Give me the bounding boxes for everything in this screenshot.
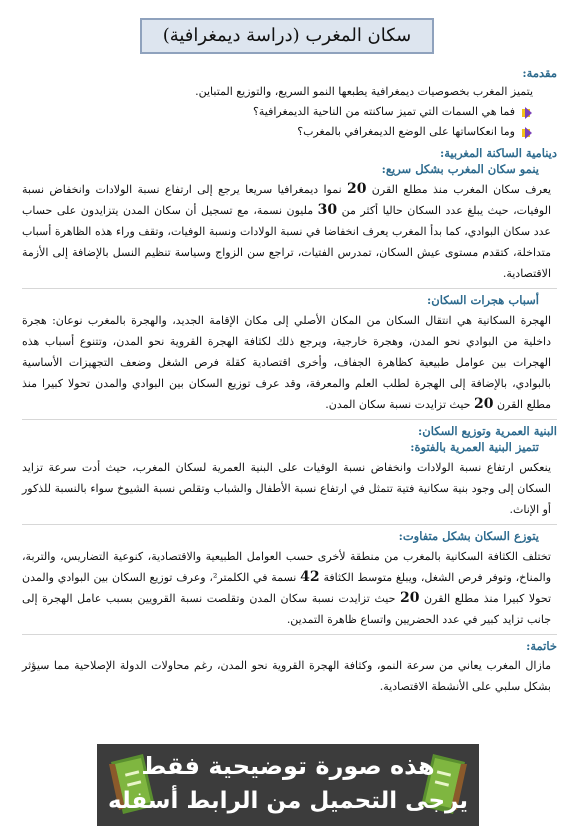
- question-2-text: وما انعكاساتها على الوضع الديمغرافي بالمغرب؟: [297, 125, 515, 138]
- distribution-text-b: نسمة في الكلمتر²، وعرف توزيع السكان بين البوادي والمدن تحولا كبيرا منذ مطلع القرن: [22, 571, 552, 605]
- divider: [22, 524, 557, 525]
- growth-num-20: 20: [346, 181, 367, 197]
- intro-heading: مقدمة:: [522, 66, 557, 80]
- dynamics-heading: دينامية الساكنة المغربية:: [440, 146, 557, 160]
- migration-heading: أسباب هجرات السكان:: [427, 293, 539, 307]
- divider: [22, 634, 557, 635]
- banner-line-1: هذه صورة توضيحية فقط: [141, 752, 435, 780]
- migration-text-a: الهجرة السكانية هي انتقال السكان من المكان الأصلي إلى مكان الإقامة الجديد، والهجرة بالمغرب نوعان: هجرة داخلية من البوادي نحو المدن، وهجرة خارجية، ويرجع ذلك لكثافة الهجرة القروية نحو المدن، وتتنوع أسباب هذه الهجرات بين عوامل طبيعية كظاهرة الجفاف، وأخرى اقتصادية كقلة فرص الشغل وضعف التجهيزات الأساسية بالبوادي، بالإضافة إلى الهجرة لطلب العلم والمعرفة، وقد عرف توزيع السكان بين البوادي والمدن تحولا كبيرا منذ مطلع القرن: [22, 314, 551, 411]
- distribution-num-42: 42: [300, 569, 320, 585]
- migration-paragraph: [22, 310, 557, 415]
- distribution-text-a: تختلف الكثافة السكانية بالمغرب من منطقة لأخرى حسب العوامل الطبيعية والاقتصادية، كنوعية التضاريس، والتربة، والمناخ، وتوفر فرص الشغل، ويبلغ متوسط الكثافة: [22, 550, 552, 584]
- question-1: [22, 102, 557, 122]
- migration-text-b: حيث تزايدت نسبة سكان المدن.: [325, 398, 471, 411]
- conclusion-heading: خاتمة:: [526, 639, 557, 653]
- growth-text-a: يعرف سكان المغرب منذ مطلع القرن: [371, 183, 552, 196]
- distribution-paragraph: [22, 546, 557, 630]
- growth-heading: ينمو سكان المغرب بشكل سريع:: [381, 162, 539, 176]
- structure-heading: البنية العمرية وتوزيع السكان:: [418, 424, 557, 438]
- distribution-text-c: حيث تزايدت نسبة سكان المدن وتقلصت نسبة القرويين بسبب عامل الهجرة إلى جانب تزايد كبير في عدد الحضريين واتساع ظاهرة التمدين.: [22, 592, 551, 626]
- growth-text-c: مليون نسمة، مع تسجيل أن سكان المدن يتزايدون على حساب عدد سكان البوادي، كما بدأ المغرب يعرف انخفاضا في نسبة الولادات ونسبة الوفيات، وتقف وراء هذه الظاهرة أسباب متداخلة، كتقدم مستوى عيش السكان، تمدرس الفتيات، تراجع سن الزواج وسياسة تنظيم النسل بالإضافة إلى الأزمة الاقتصادية.: [22, 204, 551, 280]
- bullet-arrow-icon: [521, 126, 533, 138]
- distribution-num-20: 20: [399, 590, 420, 606]
- banner-line-2: يرجى التحميل من الرابط أسفله: [108, 788, 468, 814]
- growth-num-30: 30: [317, 202, 338, 218]
- download-banner: [97, 744, 479, 826]
- page-title: سكان المغرب (دراسة ديمغرافية): [140, 18, 434, 54]
- divider: [22, 288, 557, 289]
- migration-num-20: 20: [473, 396, 494, 412]
- intro-text: يتميز المغرب بخصوصيات ديمغرافية يطبعها النمو السريع، والتوزيع المتباين.: [195, 85, 533, 98]
- growth-text-b: نموا ديمغرافيا سريعا يرجع إلى ارتفاع نسبة الولادات وانخفاض نسبة الوفيات، حيث يبلغ عدد السكان حاليا أكثر من: [22, 183, 552, 217]
- young-paragraph: ينعكس ارتفاع نسبة الولادات وانخفاض نسبة الوفيات على البنية العمرية لسكان المغرب، حيث أدت سرعة تزايد السكان إلى وجود بنية سكانية فتية تتمثل في ارتفاع نسبة الأطفال والشباب وتقلص نسبة الشيوخ سواء بالنسبة للذكور أو الإناث.: [22, 461, 551, 516]
- question-2: [22, 122, 557, 142]
- growth-paragraph: [22, 179, 557, 284]
- document-body: [22, 62, 557, 697]
- young-heading: تتميز البنية العمرية بالفتوة:: [410, 440, 539, 454]
- question-1-text: فما هي السمات التي تميز ساكنته من الناحية الديمغرافية؟: [253, 105, 515, 118]
- divider: [22, 419, 557, 420]
- conclusion-paragraph: مازال المغرب يعاني من سرعة النمو، وكثافة الهجرة القروية نحو المدن، رغم محاولات الدولة الإصلاحية مما سيؤثر بشكل سلبي على الأنشطة الاقتصادية.: [22, 659, 551, 693]
- bullet-arrow-icon: [521, 106, 533, 118]
- distribution-heading: يتوزع السكان بشكل متفاوت:: [398, 529, 539, 543]
